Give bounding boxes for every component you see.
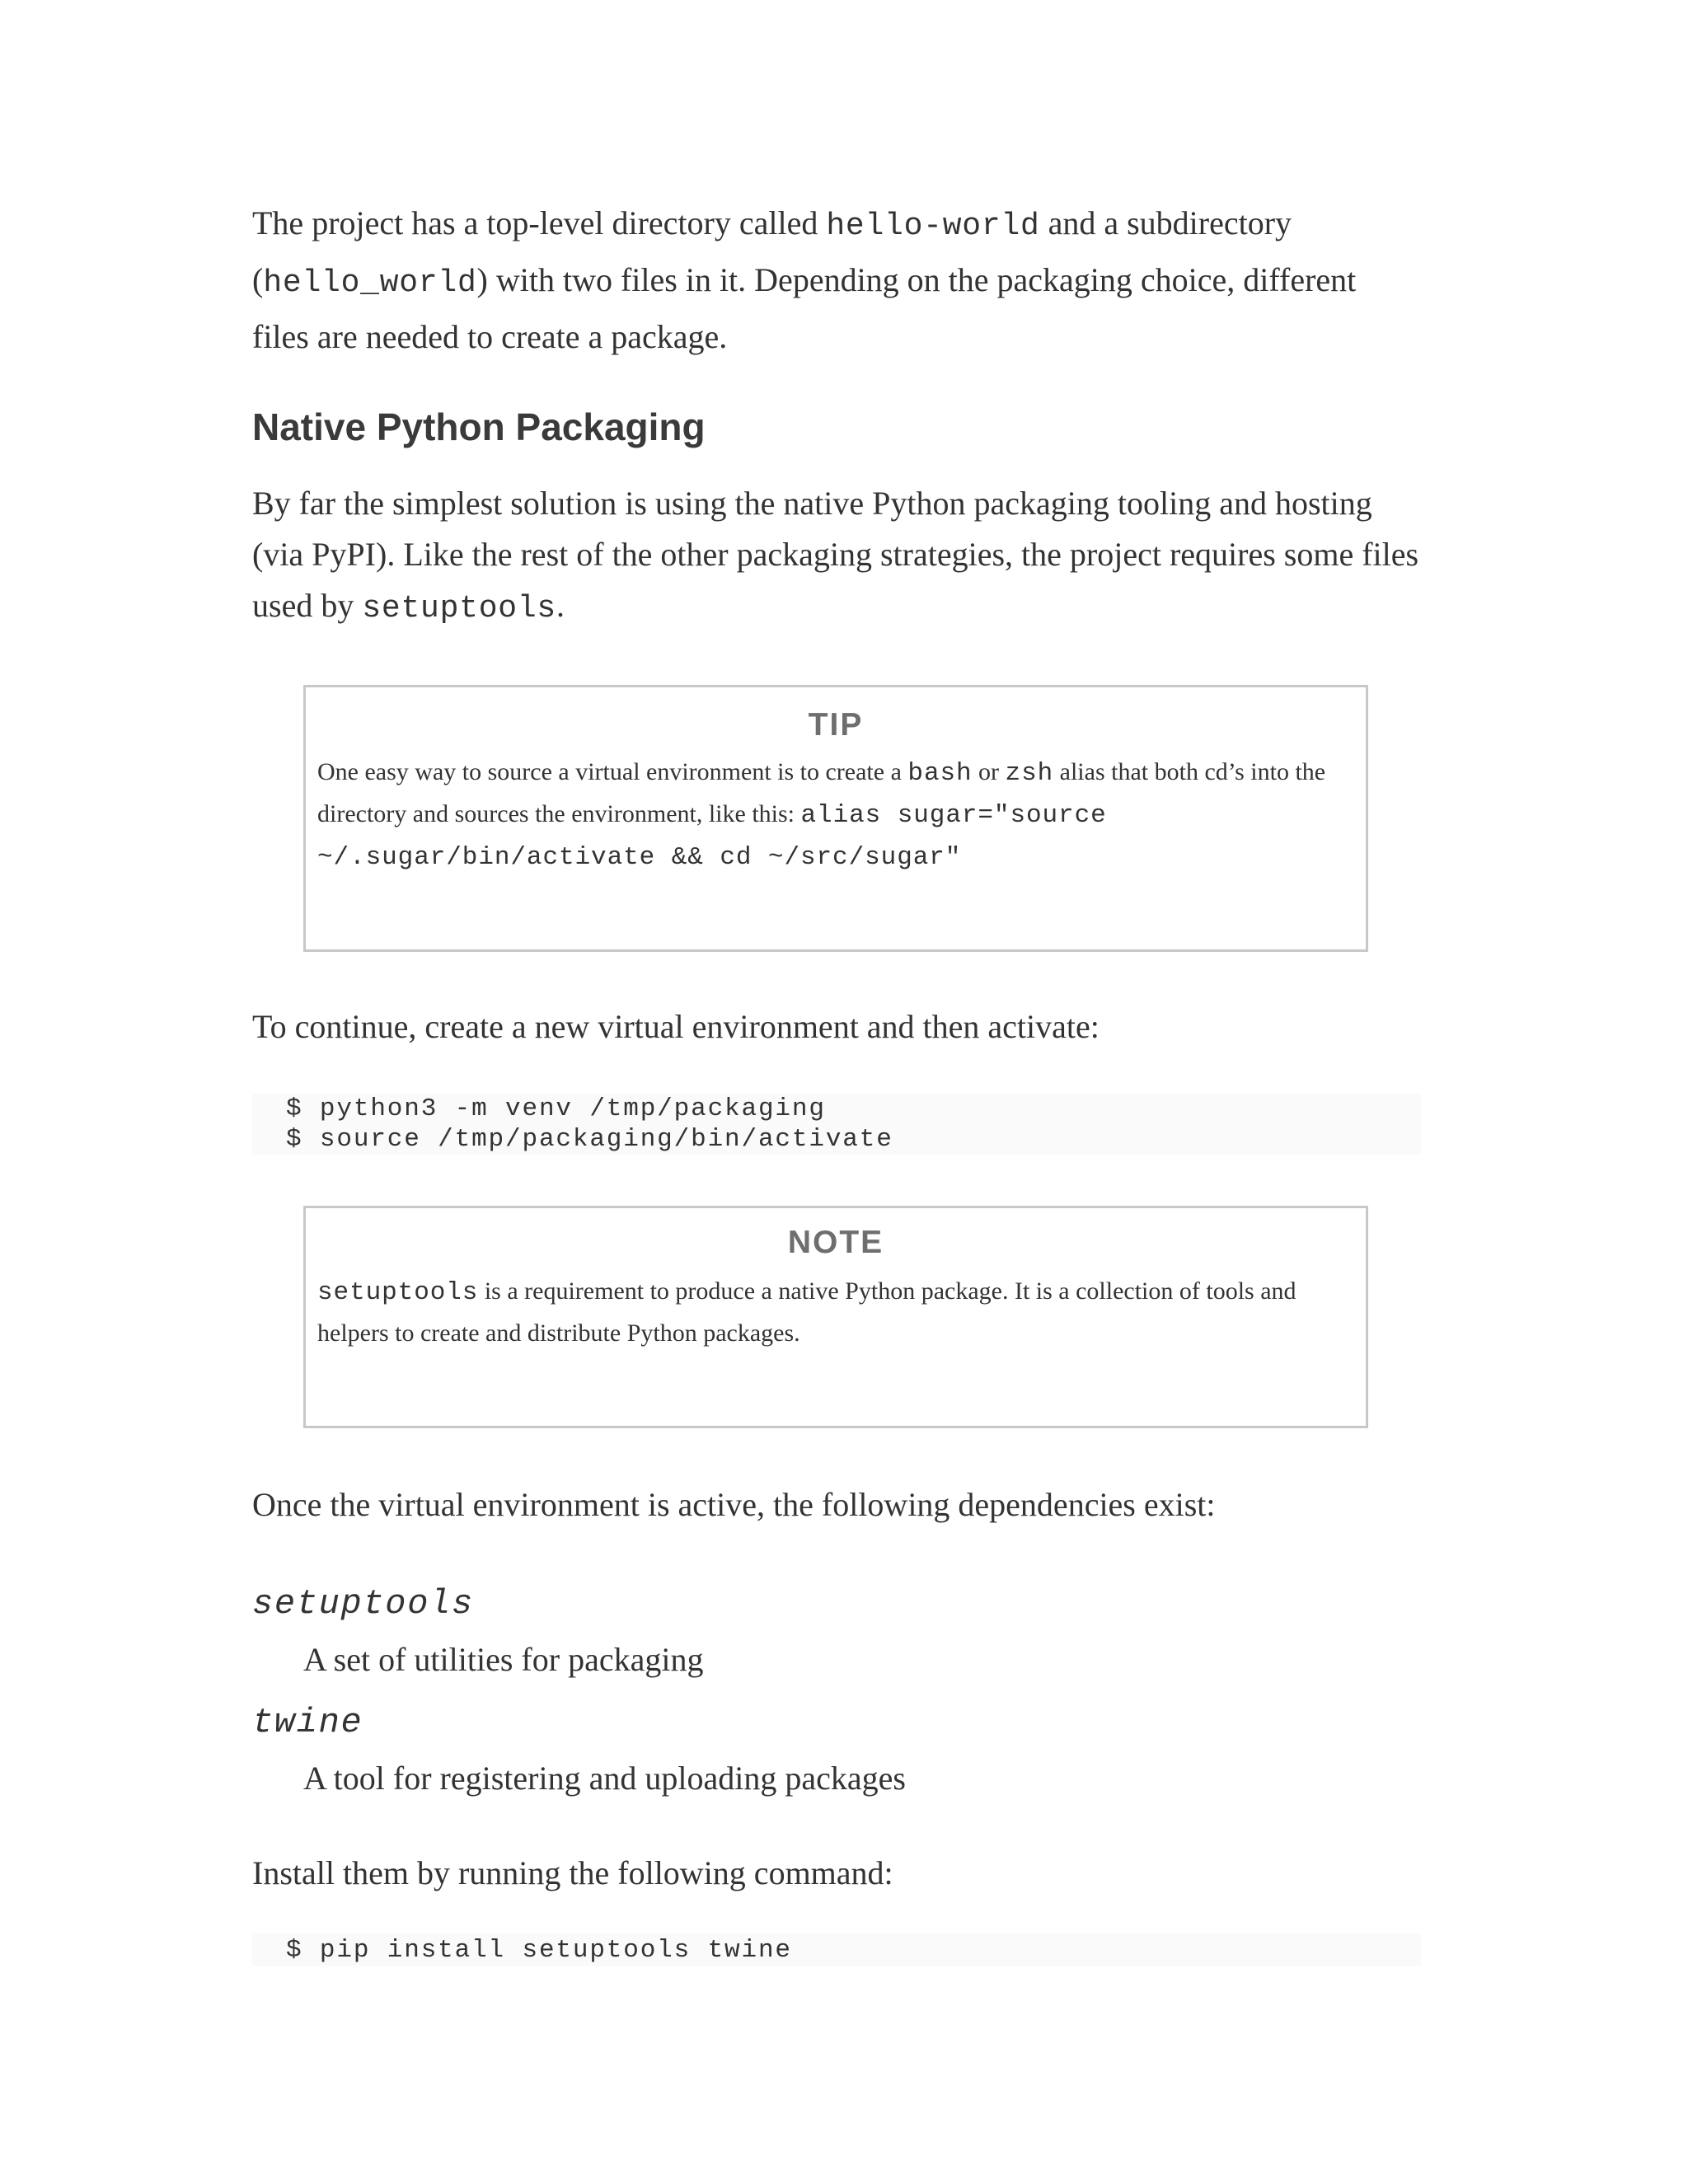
dependency-term: twine [252, 1703, 363, 1742]
section-heading: Native Python Packaging [252, 405, 706, 448]
note-code-setuptools: setuptools [317, 1278, 479, 1307]
section-paragraph [252, 478, 1421, 635]
deps-intro-paragraph: Once the virtual environment is active, the following dependencies exist: [252, 1486, 1216, 1523]
intro-text-3: ) with two files in it. Depending on the packaging choice, different files are needed to create a package. [252, 261, 1357, 355]
tip-text-3: alias that both cd’s into the directory and sources the environment, like this: [317, 758, 1326, 827]
code-line: $ source /tmp/packaging/bin/activate [286, 1125, 893, 1154]
tip-code-zsh: zsh [1005, 759, 1054, 788]
section-text-1: By far the simplest solution is using the native Python packaging tooling and hosting (via PyPI). Like the rest of the other packaging strategies, the project requires some files used by [252, 485, 1419, 624]
install-paragraph: Install them by running the following command: [252, 1854, 893, 1891]
tip-title: TIP [808, 707, 864, 743]
code-line: $ python3 -m venv /tmp/packaging [286, 1094, 826, 1123]
intro-paragraph [252, 196, 1421, 363]
intro-text-2: and a subdirectory ( [252, 204, 1292, 298]
dependency-list [252, 1581, 1421, 1802]
document-page [252, 196, 1421, 1965]
tip-body [317, 752, 1354, 878]
tip-code-bash: bash [907, 759, 973, 788]
intro-text-1: The project has a top-level directory called [252, 204, 827, 241]
note-title: NOTE [787, 1225, 884, 1260]
code-block-venv [252, 1094, 1421, 1155]
tip-text-2: or [972, 758, 1006, 785]
continue-paragraph: To continue, create a new virtual environment and then activate: [252, 1008, 1100, 1045]
tip-text-1: One easy way to source a virtual environment is to create a [317, 758, 908, 785]
dependency-description: A set of utilities for packaging [303, 1641, 704, 1678]
code-line: $ pip install setuptools twine [286, 1936, 792, 1965]
intro-code-hello-world-pkg: hello_world [263, 265, 477, 301]
dependency-term: setuptools [252, 1584, 474, 1624]
intro-code-hello-world: hello-world [826, 209, 1040, 244]
note-text-1: is a requirement to produce a native Python package. It is a collection of tools and helpers to create and distribute Python packages. [317, 1277, 1296, 1347]
section-code-setuptools: setuptools [362, 591, 556, 626]
dependency-description: A tool for registering and uploading packages [303, 1760, 906, 1797]
tip-code-alias: alias sugar="source ~/.sugar/bin/activate && cd ~/src/sugar" [317, 801, 1107, 872]
section-text-2: . [556, 587, 565, 624]
note-body [317, 1271, 1354, 1353]
note-box [303, 1206, 1368, 1428]
code-block-pip [252, 1933, 1421, 1966]
tip-box [303, 685, 1368, 952]
